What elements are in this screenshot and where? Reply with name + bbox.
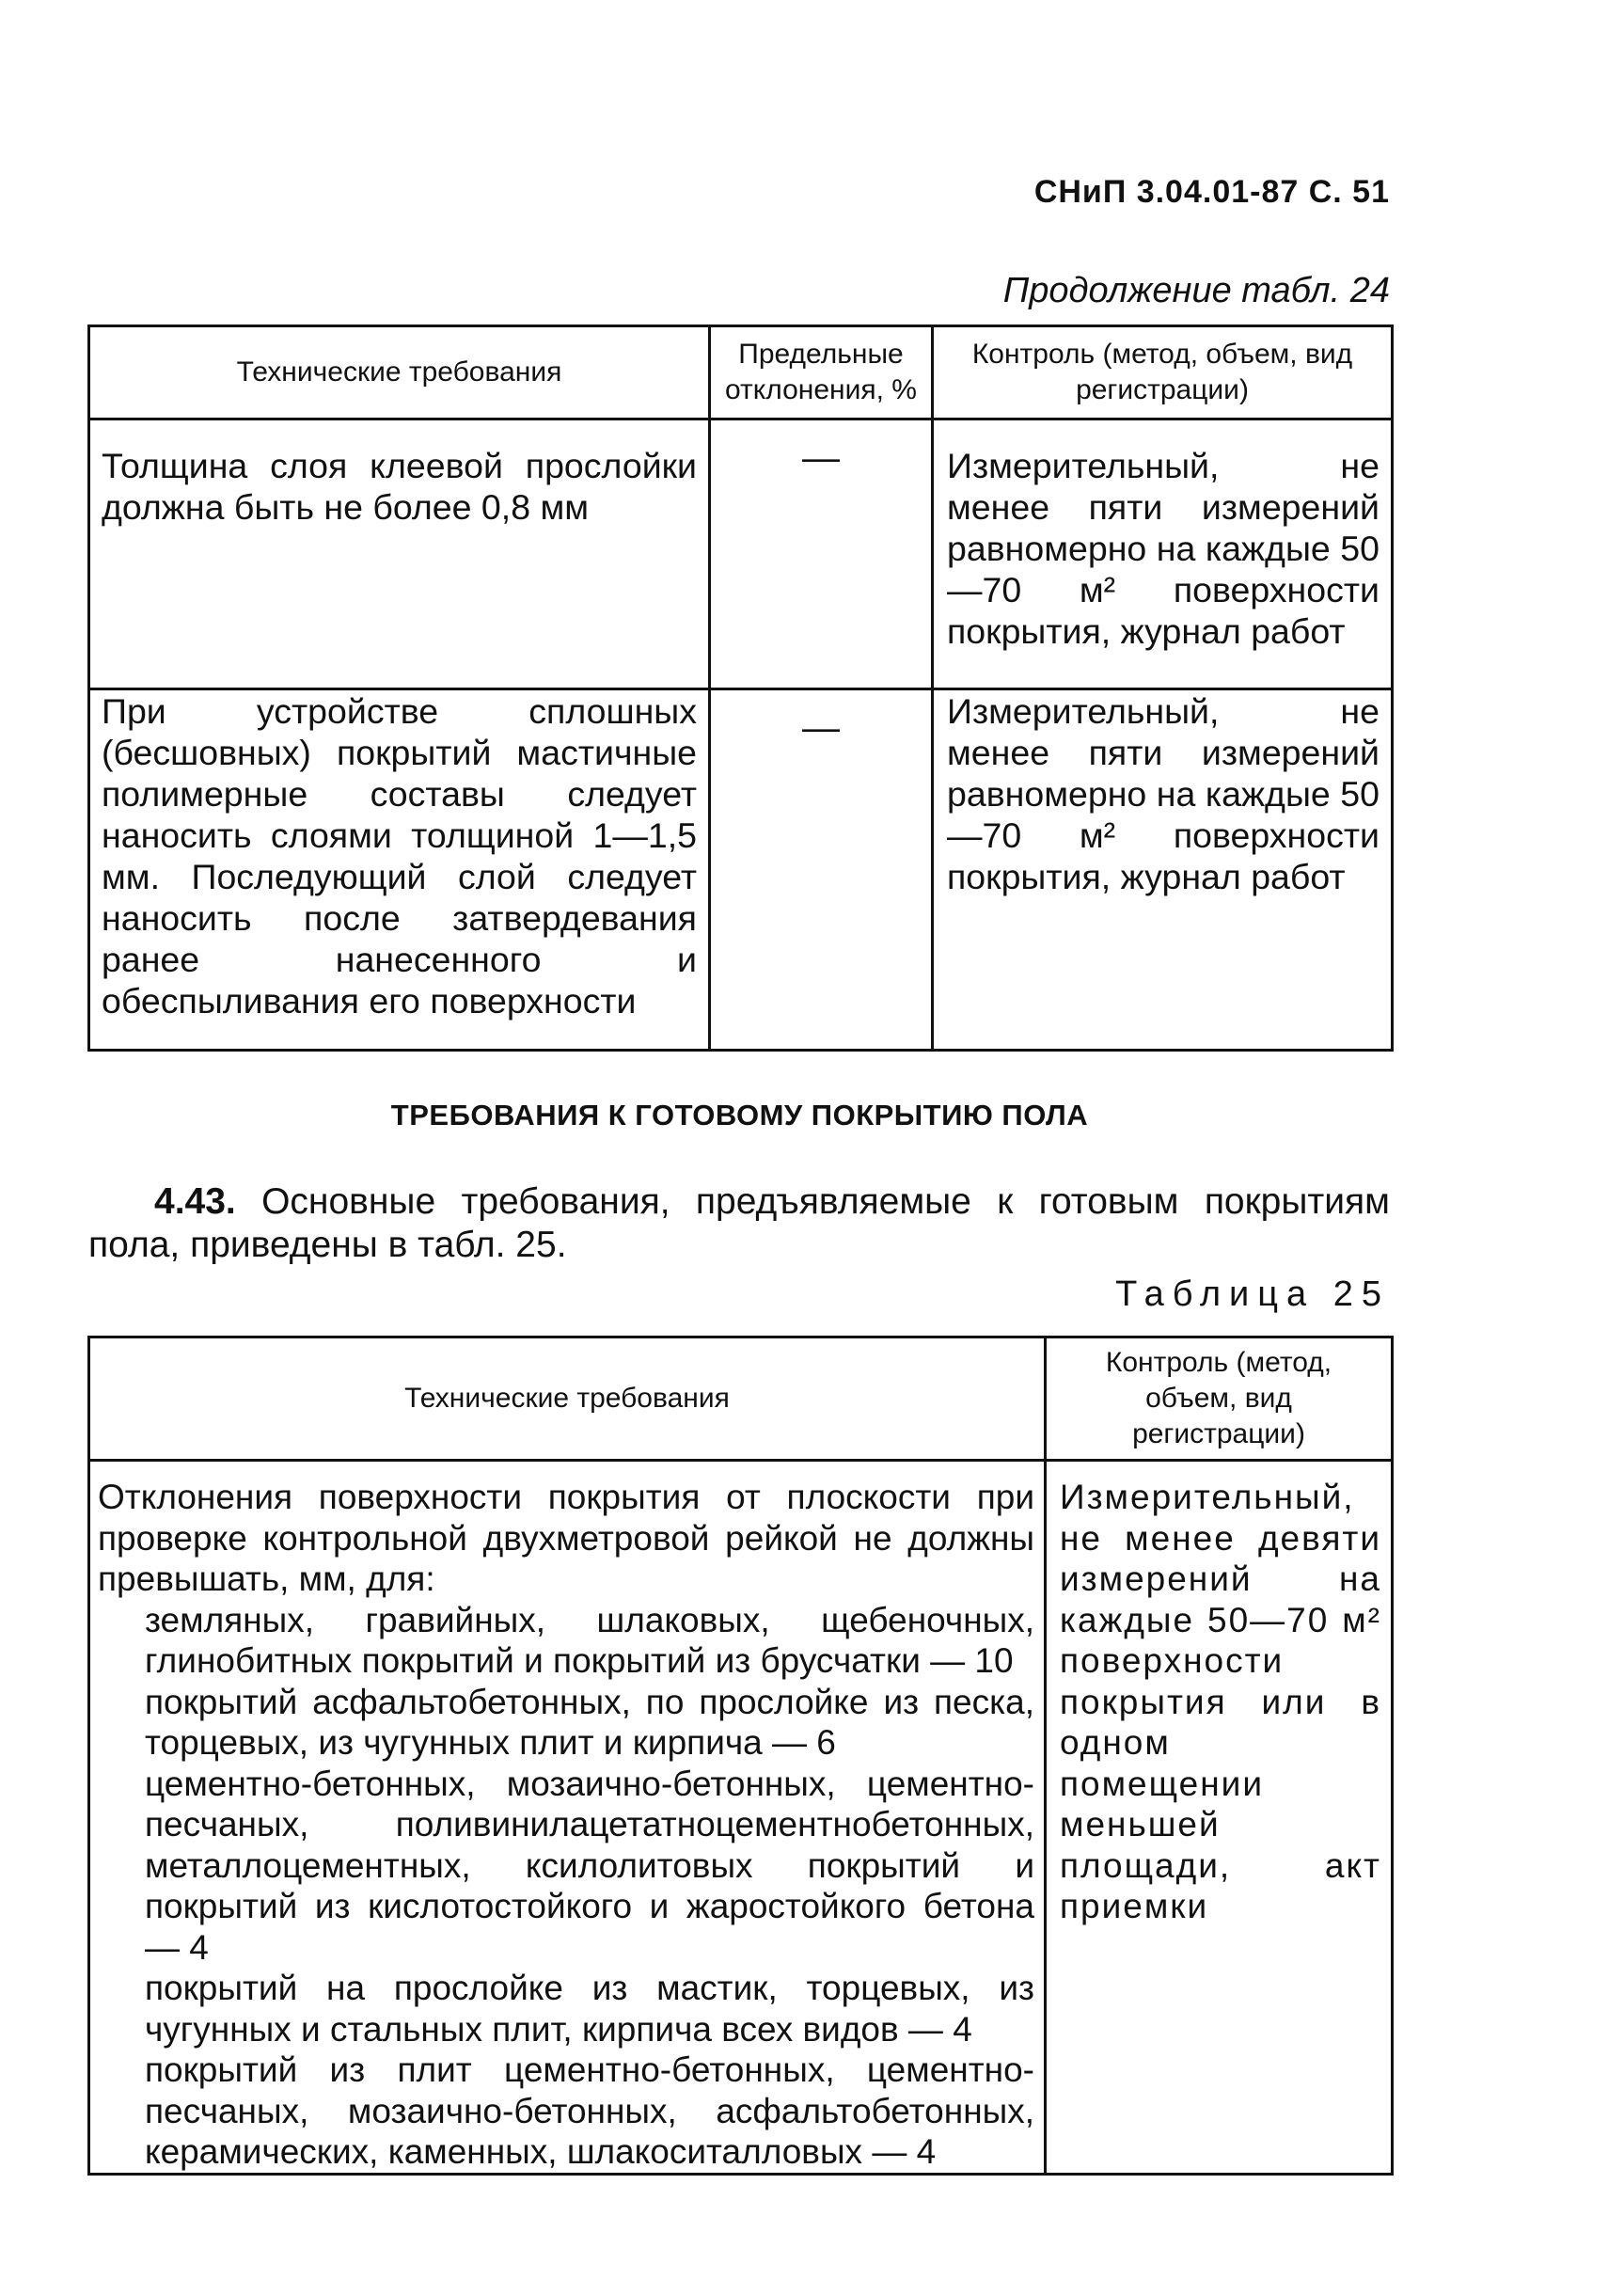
column-header: Контроль (метод, объем, вид регистрации) [1046, 1337, 1393, 1461]
table-row [89, 1461, 1393, 2175]
column-header: Предельные отклонения, % [710, 326, 933, 419]
control-cell: Измерительный, не менее пяти измерений равномерно на каждые 50—70 м² поверхности покрытия, журнал работ [933, 419, 1393, 689]
control-cell: Измерительный, не менее пяти измерений равномерно на каждые 50—70 м² поверхности покрытия, журнал работ [933, 689, 1393, 1051]
page-header: СНиП 3.04.01-87 С. 51 [1033, 174, 1390, 210]
requirement-cell [89, 1461, 1046, 2175]
deviation-cell: — [710, 689, 933, 1051]
deviation-cell: — [710, 419, 933, 689]
list-item: земляных, гравийных, шлаковых, щебеночных, глинобитных покрытий и покрытий из брусчатки — 10 [145, 1600, 1034, 1680]
requirement-cell: Толщина слоя клеевой прослойки должна быть не более 0,8 мм [89, 419, 710, 689]
requirement-intro: Отклонения поверхности покрытия от плоскости при проверке контрольной двухметровой рейкой не должны превышать, мм, для: [98, 1478, 1034, 1598]
table-24 [87, 324, 1394, 1052]
table-row [89, 689, 1393, 1051]
column-header: Технические требования [89, 326, 710, 419]
requirement-cell: При устройстве сплошных (бесшовных) покрытий мастичные полимерные составы следует наносить слоями толщиной 1—1,5 мм. Последующий слой следует наносить после затвердевания ранее нанесенного и обеспыливания его поверхности [89, 689, 710, 1051]
table-header-row [89, 1337, 1393, 1461]
table-header-row [89, 326, 1393, 419]
table-continuation-label: Продолжение табл. 24 [1002, 271, 1390, 310]
list-item: цементно-бетонных, мозаично-бетонных, цементно-песчаных, поливинилацетатноцементнобетонных, металлоцементных, ксилолитовых покрытий и покрытий из кислотостойкого и жаростойкого бетона — 4 [145, 1764, 1034, 1967]
table-25 [87, 1336, 1394, 2176]
table-row [89, 419, 1393, 689]
list-item: покрытий асфальтобетонных, по прослойке из песка, торцевых, из чугунных плит и кирпича — 6 [145, 1682, 1034, 1762]
control-cell: Измерительный, не менее девяти измерений на каждые 50—70 м² поверхности покрытия или в одном помещении меньшей площади, акт приемки [1046, 1461, 1393, 2175]
column-header: Технические требования [89, 1337, 1046, 1461]
section-title: ТРЕБОВАНИЯ К ГОТОВОМУ ПОКРЫТИЮ ПОЛА [390, 1099, 1089, 1132]
table-title: Таблица 25 [1115, 1274, 1390, 1314]
paragraph-4-43 [88, 1180, 1390, 1267]
paragraph-text: Основные требования, предъявляемые к готовым покрытиям пола, приведены в табл. 25. [88, 1181, 1390, 1265]
list-item: покрытий на прослойке из мастик, торцевых, из чугунных и стальных плит, кирпича всех видов — 4 [145, 1969, 1034, 2049]
paragraph-number: 4.43. [154, 1181, 236, 1222]
list-item: покрытий из плит цементно-бетонных, цементно-песчаных, мозаично-бетонных, асфальтобетонных, керамических, каменных, шлакоситалловых — 4 [145, 2050, 1034, 2171]
column-header: Контроль (метод, объем, вид регистрации) [933, 326, 1393, 419]
